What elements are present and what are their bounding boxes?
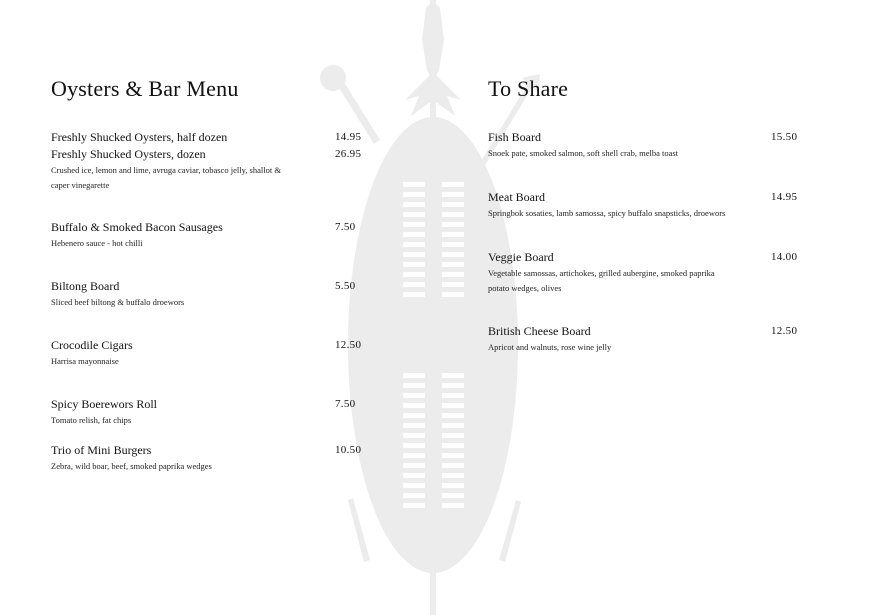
- item-description: Sliced beef biltong & buffalo droewors: [51, 297, 185, 307]
- menu-item: [51, 397, 371, 428]
- menu-item: [51, 443, 371, 474]
- item-price: 14.95: [335, 131, 362, 143]
- menu-item: [51, 130, 371, 145]
- item-price: 7.50: [335, 398, 356, 410]
- item-name: Meat Board: [488, 190, 545, 204]
- item-price: 10.50: [335, 444, 362, 456]
- item-price: 7.50: [335, 221, 356, 233]
- item-description: Snoek pate, smoked salmon, soft shell crab, melba toast: [488, 148, 679, 158]
- section-heading: Oysters & Bar Menu: [51, 76, 239, 101]
- menu-item: [488, 190, 808, 221]
- item-description: Hebenero sauce - hot chilli: [51, 238, 143, 248]
- menu-item: [488, 324, 808, 355]
- item-description: Crushed ice, lemon and lime, avruga caviar, tobasco jelly, shallot & caper vinegarette: [51, 165, 281, 190]
- item-price: 5.50: [335, 280, 356, 292]
- item-name: Trio of Mini Burgers: [51, 443, 152, 457]
- item-price: 14.00: [771, 251, 798, 263]
- item-price: 12.50: [335, 339, 362, 351]
- item-name: Veggie Board: [488, 250, 554, 264]
- item-description: Vegetable samossas, artichokes, grilled aubergine, smoked paprika potato wedges, olives: [488, 268, 715, 293]
- item-price: 26.95: [335, 148, 362, 160]
- menu-item: [51, 338, 371, 369]
- item-description: Harrisa mayonnaise: [51, 356, 119, 366]
- item-price: 15.50: [771, 131, 798, 143]
- item-price: 12.50: [771, 325, 798, 337]
- item-price: 14.95: [771, 191, 798, 203]
- item-description: Springbok sosaties, lamb samossa, spicy buffalo snapsticks, droewors: [488, 208, 726, 218]
- section-heading: To Share: [488, 76, 569, 101]
- menu-item: [51, 220, 371, 251]
- menu-item: [51, 147, 371, 193]
- item-name: Spicy Boerewors Roll: [51, 397, 157, 411]
- item-name: British Cheese Board: [488, 324, 591, 338]
- item-description: Tomato relish, fat chips: [51, 415, 132, 425]
- menu-item: [488, 130, 808, 161]
- item-name: Freshly Shucked Oysters, dozen: [51, 147, 206, 161]
- menu-item: [488, 250, 808, 296]
- item-name: Freshly Shucked Oysters, half dozen: [51, 130, 228, 144]
- item-name: Fish Board: [488, 130, 542, 144]
- item-description: Apricot and walnuts, rose wine jelly: [488, 342, 612, 352]
- item-name: Biltong Board: [51, 279, 120, 293]
- item-name: Buffalo & Smoked Bacon Sausages: [51, 220, 223, 234]
- menu-item: [51, 279, 371, 310]
- item-name: Crocodile Cigars: [51, 338, 133, 352]
- item-description: Zebra, wild boar, beef, smoked paprika wedges: [51, 461, 212, 471]
